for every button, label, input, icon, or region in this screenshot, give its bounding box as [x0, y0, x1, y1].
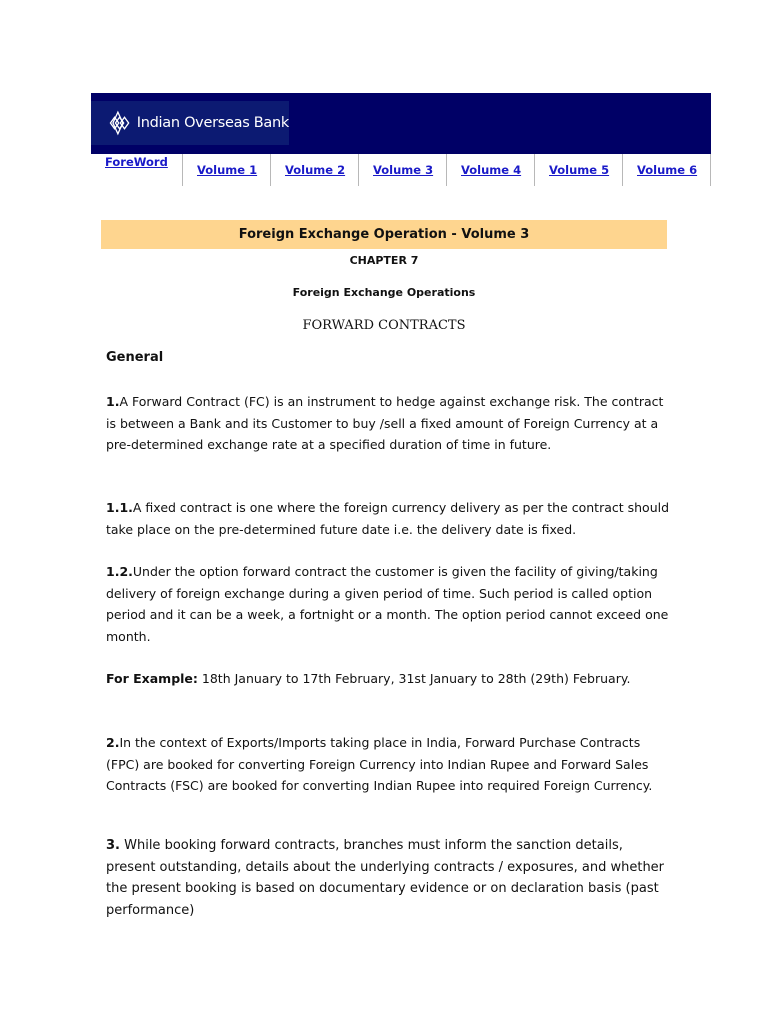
- paragraph-1-2: [106, 561, 676, 647]
- nav-divider: [622, 154, 623, 186]
- nav-foreword-link[interactable]: ForeWord: [105, 155, 168, 169]
- example-paragraph: [106, 668, 676, 690]
- paragraph-number: 2.: [106, 735, 120, 750]
- paragraph-number: 3.: [106, 838, 120, 853]
- general-heading: General: [106, 350, 164, 365]
- nav-divider: [270, 154, 271, 186]
- paragraph-number: 1.2.: [106, 564, 133, 579]
- section-heading: FORWARD CONTRACTS: [302, 318, 466, 333]
- nav-divider: [446, 154, 447, 186]
- paragraph-text: In the context of Exports/Imports taking place in India, Forward Purchase Contracts (FPC) are booked for converting Foreign Currency into Indian Rupee and Forward Sales Contracts (FSC) are booked for converting Indian Rupee into required Foreign Currency.: [106, 735, 653, 793]
- chapter-subtitle: Foreign Exchange Operations: [292, 286, 476, 299]
- iob-diamond-icon: [103, 105, 133, 141]
- nav-volume-2-link[interactable]: Volume 2: [285, 163, 346, 177]
- nav-divider: [534, 154, 535, 186]
- nav-volume-4-link[interactable]: Volume 4: [461, 163, 522, 177]
- paragraph-text: 18th January to 17th February, 31st January to 28th (29th) February.: [197, 671, 631, 686]
- bank-name: Indian Overseas Bank: [136, 115, 289, 131]
- nav-volume-6-link[interactable]: Volume 6: [637, 163, 698, 177]
- paragraph-3: [106, 835, 676, 921]
- nav-divider: [710, 154, 711, 186]
- paragraph-text: A Forward Contract (FC) is an instrument to hedge against exchange risk. The contract is between a Bank and its Customer to buy /sell a fixed amount of Foreign Currency at a pre-determined exchange rate at a specified duration of time in future.: [106, 394, 664, 452]
- header-banner: [91, 93, 711, 154]
- nav-volume-5-link[interactable]: Volume 5: [549, 163, 610, 177]
- nav-divider: [358, 154, 359, 186]
- document-title: Foreign Exchange Operation - Volume 3: [101, 220, 667, 249]
- nav-volume-1-link[interactable]: Volume 1: [197, 163, 258, 177]
- paragraph-1-1: [106, 497, 676, 540]
- paragraph-text: Under the option forward contract the customer is given the facility of giving/taking delivery of foreign exchange during a given period of time. Such period is called option period and it can be a week, a fortnight or a month. The option period cannot exceed one month.: [106, 564, 669, 644]
- paragraph-number: 1.: [106, 394, 120, 409]
- paragraph-text: While booking forward contracts, branches must inform the sanction details, present outstanding, details about the underlying contracts / exposures, and whether the present booking is based on documentary evidence or on declaration basis (past performance): [106, 838, 665, 918]
- chapter-label: CHAPTER 7: [349, 254, 419, 267]
- volume-nav: [91, 154, 711, 186]
- paragraph-text: A fixed contract is one where the foreign currency delivery as per the contract should take place on the pre-determined future date i.e. the delivery date is fixed.: [106, 500, 670, 537]
- paragraph-number: 1.1.: [106, 500, 133, 515]
- paragraph-1: [106, 391, 676, 456]
- bank-logo[interactable]: [91, 101, 289, 145]
- nav-divider: [182, 154, 183, 186]
- example-label: For Example:: [106, 671, 198, 686]
- nav-volume-3-link[interactable]: Volume 3: [373, 163, 434, 177]
- paragraph-2: [106, 732, 676, 797]
